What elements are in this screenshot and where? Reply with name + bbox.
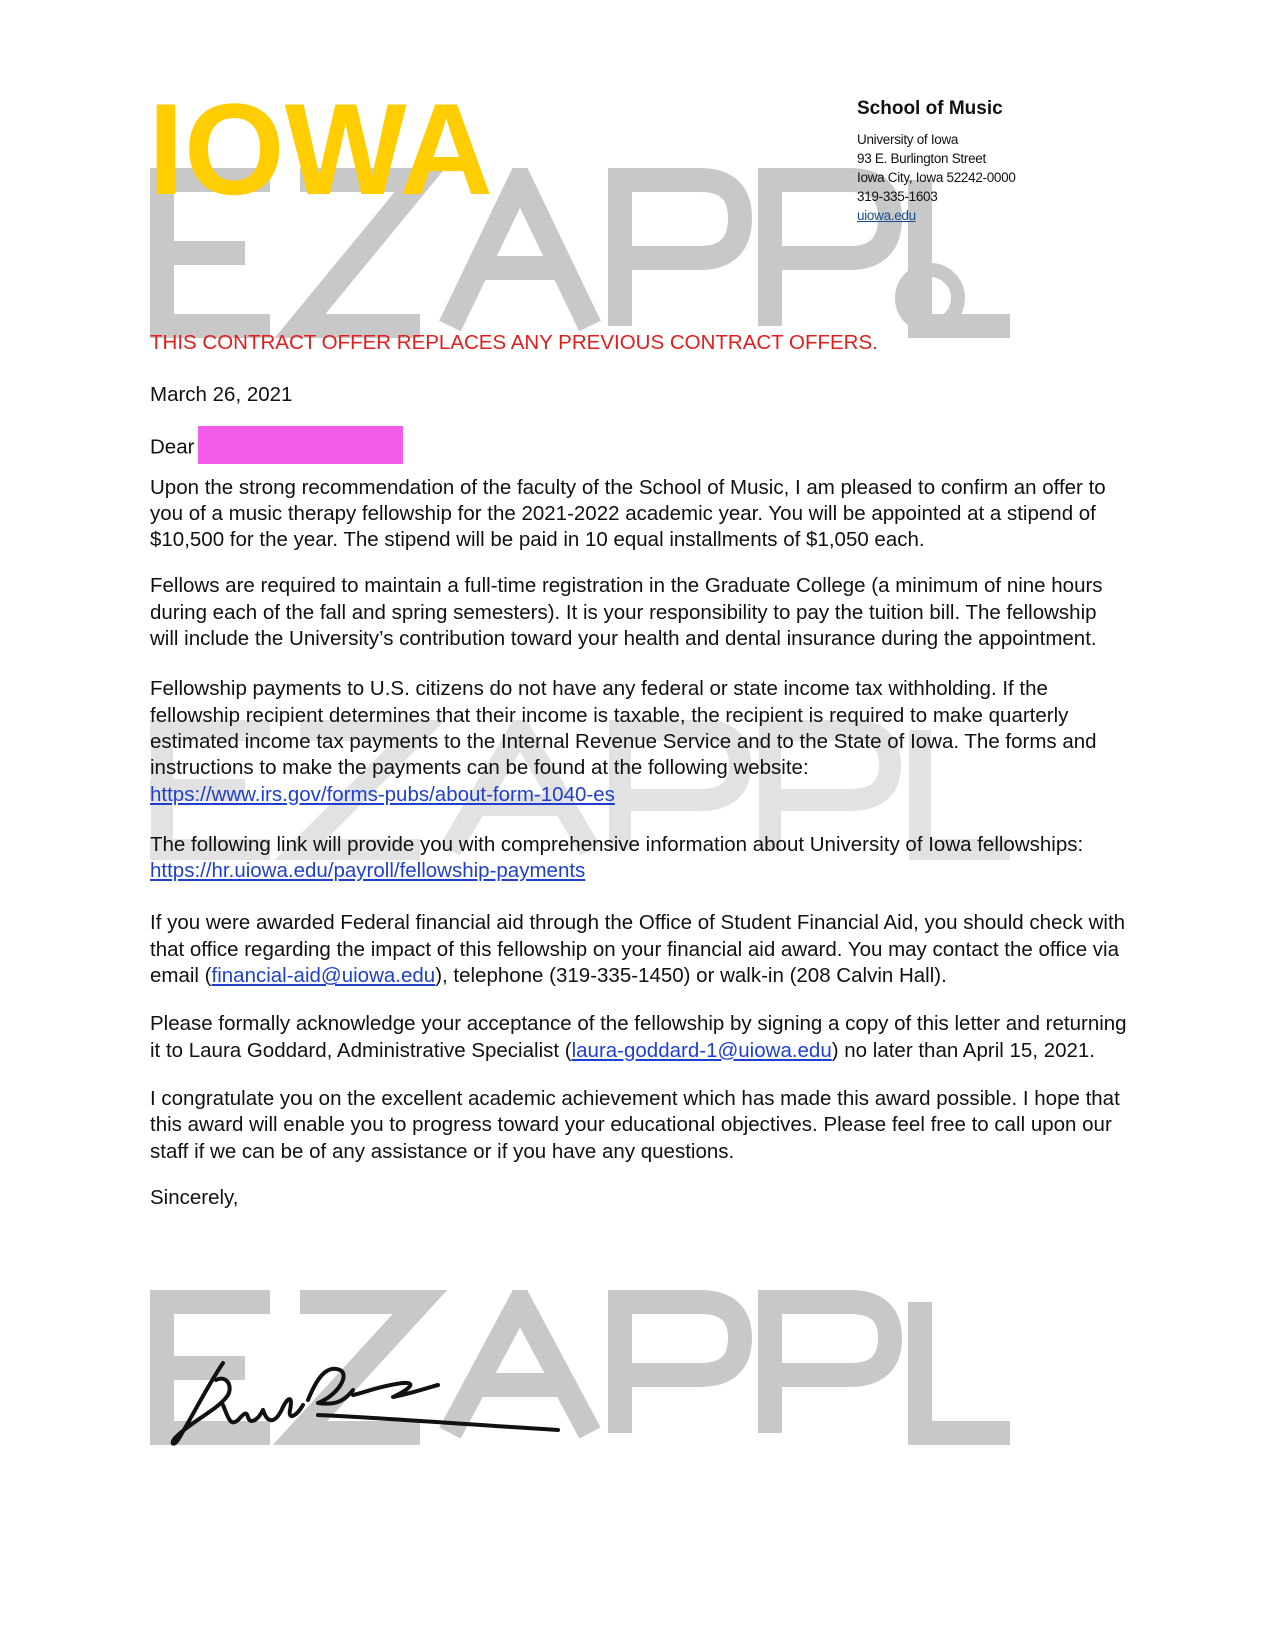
paragraph-financial-aid xyxy=(150,910,1130,989)
iowa-logo-graphic xyxy=(148,98,493,200)
financial-aid-text: If you were awarded Federal financial aid through the Office of Student Financial Aid, you should check with that office regarding the impact of this fellowship on your financial aid award. You may contact the office via email ( xyxy=(150,911,1126,988)
website-link[interactable]: uiowa.edu xyxy=(857,208,916,223)
tax-text: Fellowship payments to U.S. citizens do not have any federal or state income tax withholding. If the fellowship recipient determines that their income is taxable, the recipient is required to make quarterly estimated income tax payments to the Internal Revenue Service and to the State of Iowa. The forms and instructions to make the payments can be found at the following website: xyxy=(150,677,1097,780)
paragraph-offer: Upon the strong recommendation of the faculty of the School of Music, I am pleased to confirm an offer to you of a music therapy fellowship for the 2021-2022 academic year. You will be appointed at a stipend of $10,500 for the year. The stipend will be paid in 10 equal installments of $1,050 each. xyxy=(150,475,1106,552)
paragraph-tax xyxy=(150,676,1130,807)
contact-email-link[interactable]: laura-goddard-1@uiowa.edu xyxy=(571,1038,832,1062)
irs-link[interactable]: https://www.irs.gov/forms-pubs/about-form-1040-es xyxy=(150,782,615,806)
salutation xyxy=(150,429,1130,467)
letter-date: March 26, 2021 xyxy=(150,383,293,407)
redacted-name xyxy=(198,426,403,464)
signature xyxy=(168,1355,588,1460)
financial-aid-text-end: ), telephone (319-335-1450) or walk-in (208 Calvin Hall). xyxy=(435,964,947,988)
paragraph-fellowship-info xyxy=(150,832,1130,885)
logo-text: IOWA xyxy=(148,98,493,200)
salutation-text: Dear xyxy=(150,435,195,459)
department-name: School of Music xyxy=(857,98,1003,119)
paragraph-acceptance xyxy=(150,1011,1130,1064)
contract-notice: THIS CONTRACT OFFER REPLACES ANY PREVIOUS CONTRACT OFFERS. xyxy=(150,331,878,354)
phone-line: 319-335-1603 xyxy=(857,189,938,204)
closing: Sincerely, xyxy=(150,1185,239,1209)
acceptance-text-end: ) no later than April 15, 2021. xyxy=(831,1038,1096,1062)
letterhead-address xyxy=(857,98,1016,225)
address-line: 93 E. Burlington Street xyxy=(857,151,986,166)
acceptance-text: Please formally acknowledge your acceptance of the fellowship by signing a copy of this letter and returning it to Laura Goddard, Administrative Specialist ( xyxy=(150,1012,1127,1062)
address-line: Iowa City, Iowa 52242-0000 xyxy=(857,170,1016,185)
paragraph-registration: Fellows are required to maintain a full-time registration in the Graduate College (a minimum of nine hours during each of the fall and spring semesters). It is your responsibility to pay the tuition bill. The fellowship will include the University’s contribution toward your health and dental insurance during the appointment. xyxy=(150,574,1103,651)
financial-aid-email-link[interactable]: financial-aid@uiowa.edu xyxy=(211,964,436,988)
paragraph-congratulations: I congratulate you on the excellent academic achievement which has made this award possible. I hope that this award will enable you to progress toward your educational objectives. Please feel free to call upon our staff if we can be of any assistance or if you have any questions. xyxy=(150,1086,1120,1163)
signature-graphic xyxy=(168,1355,588,1455)
fellowship-info-text: The following link will provide you with comprehensive information about University of Iowa fellowships: xyxy=(150,832,1084,856)
letter-body xyxy=(150,330,1130,1211)
iowa-logo xyxy=(148,98,493,205)
fellowship-payments-link[interactable]: https://hr.uiowa.edu/payroll/fellowship-payments xyxy=(150,859,586,883)
address-line: University of Iowa xyxy=(857,132,959,147)
